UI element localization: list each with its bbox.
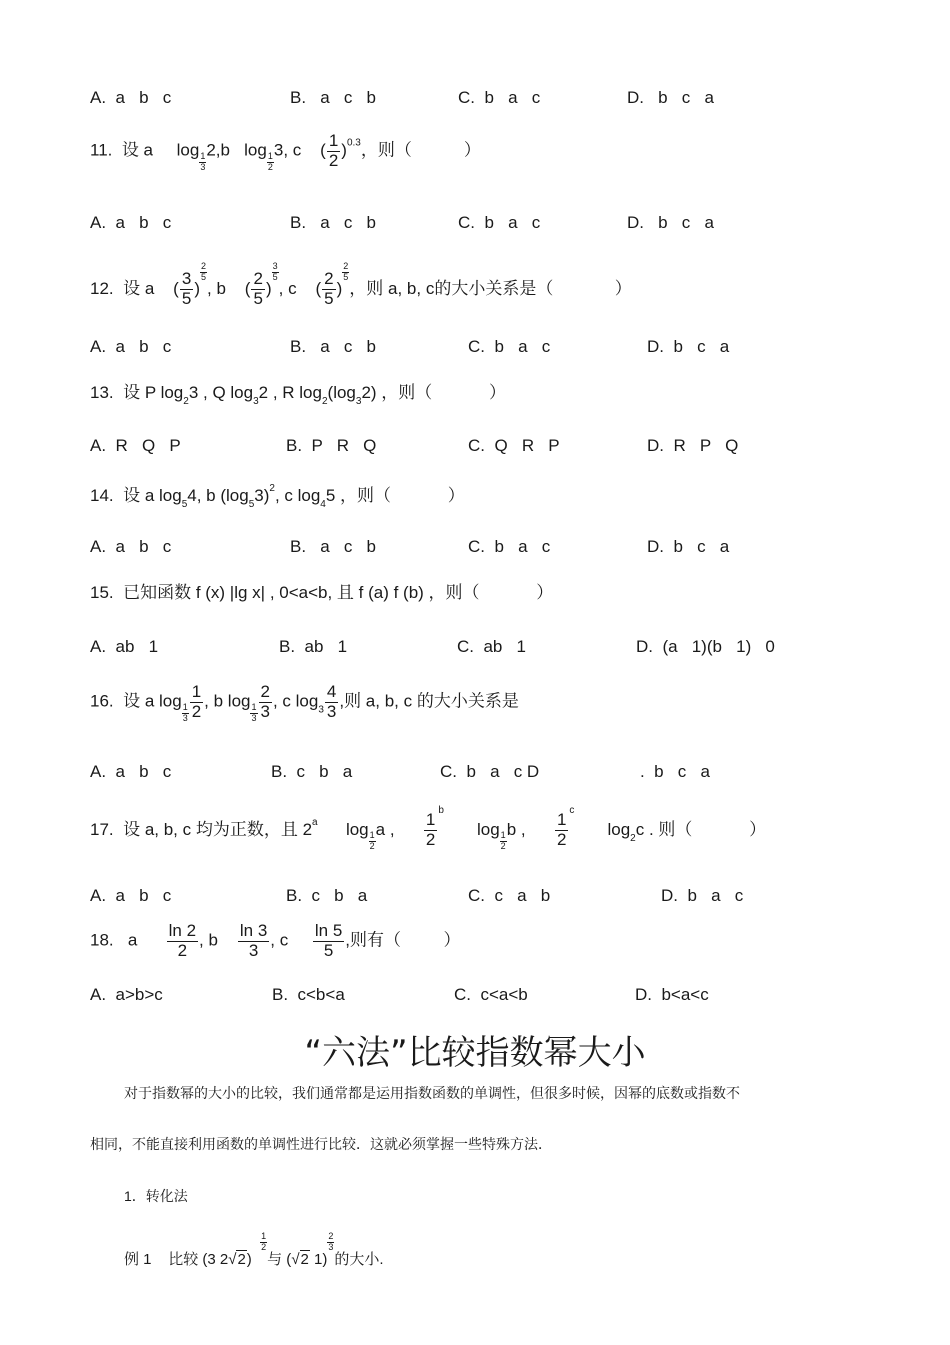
section-title: “六法”比较指数幂大小 — [304, 1033, 646, 1073]
question-text: (log — [327, 383, 356, 402]
log-base: 2 — [183, 396, 189, 407]
option-b: B. c b a — [271, 762, 353, 781]
intro-paragraph-line-1: 对于指数幂的大小的比较，我们通常都是运用指数函数的单调性，但很多时候，因幂的底数或指数不 — [124, 1085, 740, 1101]
question-14 — [90, 484, 465, 510]
option-d: . b c a — [640, 762, 710, 781]
question-text: 2 , R log — [258, 383, 322, 402]
example-1 — [124, 1232, 384, 1267]
question-number: 15. — [90, 583, 114, 602]
question-18 — [90, 922, 461, 960]
options-row-q16 — [90, 762, 910, 782]
question-text: 设 a log — [123, 486, 182, 505]
option-a: A. ab 1 — [90, 637, 159, 656]
exponent: $\frac{2}{5}$ — [200, 261, 206, 282]
fraction: $\frac{1}{2}$ — [191, 682, 202, 721]
option-c: C. b a c — [458, 213, 541, 232]
question-text: ） — [447, 486, 465, 505]
fraction: $\frac{\ln 2}{2}$ — [168, 921, 197, 960]
exponent: $\frac{1}{2}$ — [261, 1231, 267, 1252]
log-symbol: log — [176, 140, 200, 160]
exponent: $\frac{2}{5}$ — [343, 261, 349, 282]
option-b: B. P R Q — [286, 436, 377, 455]
question-text: 设 P log — [123, 383, 184, 402]
fraction: $\frac{\ln 5}{5}$ — [314, 921, 343, 960]
question-text: ） — [488, 383, 506, 402]
option-c: C. Q R P — [468, 436, 560, 455]
question-16 — [90, 683, 519, 724]
question-17 — [90, 806, 766, 852]
question-text: , c log — [272, 691, 319, 711]
example-text: 1) — [309, 1250, 328, 1268]
fraction: $\frac{2}{5}$ — [253, 269, 263, 308]
log-base: $\frac{1}{2}$ — [500, 830, 506, 851]
question-text: 5 ，则（ — [325, 486, 392, 505]
options-row-q13 — [90, 436, 910, 456]
question-text: ） — [614, 278, 632, 298]
fraction: $\frac{1}{2}$ — [425, 810, 436, 850]
option-d: D. b c a — [627, 88, 714, 107]
question-text: 设 a, b, c 均为正数，且 2 — [123, 820, 313, 839]
question-13 — [90, 384, 506, 407]
fraction: $\frac{3}{5}$ — [181, 269, 192, 308]
example-text: 的大小. — [334, 1250, 384, 1268]
log-base: 5 — [181, 499, 188, 510]
option-a: A. a b c — [90, 337, 172, 356]
log-base: 3 — [253, 396, 259, 407]
option-a: A. R Q P — [90, 436, 181, 455]
options-row-q18 — [90, 985, 910, 1005]
question-number: 12. — [90, 278, 114, 298]
fraction: $\frac{2}{3}$ — [260, 682, 270, 721]
log-base: $\frac{1}{3}$ — [251, 701, 257, 723]
log-symbol: log — [476, 820, 500, 839]
options-row-q14 — [90, 537, 910, 557]
sqrt-symbol: √2 — [228, 1250, 246, 1268]
sqrt-symbol: √2 — [291, 1250, 309, 1268]
question-number: 18. — [90, 930, 114, 950]
question-12: 12. 设 a ( $\frac{3}{5}$ ) $\frac{2}{5}$ , b ( $\frac{2}{5}$ ) $\frac{3}{5}$ , c ( $\frac{2}{5}$ ) $\frac{2}{5}$ ，则 a, b, c的大小关系是（ ） — [90, 261, 632, 308]
question-number: 11. — [90, 140, 113, 160]
question-text: b , — [506, 820, 526, 839]
exponent: 0.3 — [346, 137, 361, 149]
question-text: 3 , Q log — [188, 383, 254, 402]
log-base: $\frac{1}{2}$ — [369, 830, 375, 851]
fraction: $\frac{2}{5}$ — [324, 269, 334, 308]
question-text: 设 a — [123, 278, 155, 298]
option-c: C. b a c D — [440, 762, 540, 781]
question-text: 3) — [254, 486, 270, 505]
method-heading: 1．转化法 — [124, 1188, 188, 1204]
question-text: , b log — [204, 691, 251, 711]
question-text: ,则 a, b, c 的大小关系是 — [339, 691, 519, 711]
log-base: 3 — [355, 396, 362, 407]
options-row-q15 — [90, 637, 910, 657]
question-text: 2,b — [206, 140, 230, 160]
exponent: $\frac{3}{5}$ — [272, 261, 278, 282]
option-a: A. a b c — [90, 537, 172, 556]
option-d: D. b<a<c — [635, 985, 709, 1004]
option-d: D. b c a — [647, 337, 730, 356]
log-base: 5 — [248, 499, 255, 510]
intro-paragraph-line-2: 相同，不能直接利用函数的单调性进行比较．这就必须掌握一些特殊方法． — [90, 1136, 552, 1152]
option-c: C. b a c — [468, 537, 551, 556]
question-text: ，则（ — [360, 140, 412, 160]
log-base: 3 — [318, 704, 324, 716]
log-base: $\frac{1}{3}$ — [182, 701, 188, 723]
example-text: 与 ( — [267, 1250, 292, 1268]
question-text: ,则有（ — [345, 930, 402, 950]
options-row-q17 — [90, 886, 910, 906]
question-text: , c log — [274, 486, 321, 505]
question-number: 16. — [90, 691, 114, 711]
question-text: 设 a — [121, 140, 154, 160]
question-number: 13. — [90, 383, 114, 402]
log-symbol: log — [345, 820, 369, 839]
question-text: 设 a log — [123, 691, 182, 711]
option-a: A. a b c — [90, 213, 172, 232]
log-base: 2 — [630, 833, 636, 844]
question-text: ） — [443, 930, 461, 950]
option-d: D. b a c — [661, 886, 744, 905]
log-base: 4 — [320, 499, 326, 510]
question-text: 已知函数 f (x) |lg x| , 0<a<b, 且 f (a) f (b) ，则（ — [123, 583, 480, 602]
option-b: B. a c b — [290, 213, 376, 232]
question-text: ） — [536, 583, 554, 602]
question-15 — [90, 584, 553, 601]
fraction: $\frac{\ln 3}{3}$ — [239, 921, 268, 960]
option-a: A. a>b>c — [90, 985, 163, 1004]
question-text: c . 则（ — [635, 820, 693, 839]
log-symbol: log — [607, 820, 631, 839]
exponent: b — [438, 805, 444, 816]
example-text: ) — [246, 1250, 252, 1268]
question-text: , b — [199, 930, 218, 950]
option-b: B. a c b — [290, 537, 376, 556]
log-base: $\frac{1}{2}$ — [267, 150, 273, 172]
option-c: C. b a c — [458, 88, 541, 107]
option-d: D. b c a — [647, 537, 730, 556]
option-c: C. b a c — [468, 337, 551, 356]
options-row-q10 — [90, 88, 910, 108]
example-label: 例 1 — [124, 1250, 152, 1268]
log-base: $\frac{1}{3}$ — [200, 150, 206, 172]
question-number: 14. — [90, 486, 114, 505]
question-number: 17. — [90, 820, 114, 839]
question-11: 11. 设 a log $\frac{1}{3}$ 2,b log $\frac{1}{2}$ 3, c ( $\frac{1}{2}$ )$^{0.3}$，则（ ） — [90, 131, 481, 172]
option-c: C. c<a<b — [454, 985, 528, 1004]
exponent: a — [312, 817, 318, 828]
option-b: B. a c b — [290, 88, 376, 107]
example-text: 比较 (3 2 — [168, 1250, 229, 1268]
question-text: a — [127, 930, 138, 950]
exponent: 2 — [269, 483, 275, 494]
exponent: c — [569, 805, 575, 816]
options-row-q12 — [90, 337, 910, 357]
question-text: a , — [375, 820, 395, 839]
question-text: , c — [278, 278, 297, 298]
exponent: $\frac{2}{3}$ — [328, 1231, 334, 1252]
question-text: , b — [207, 278, 226, 298]
option-b: B. ab 1 — [279, 637, 348, 656]
option-c: C. ab 1 — [457, 637, 526, 656]
log-base: 2 — [321, 396, 328, 407]
question-text: ，则 a, b, c的大小关系是（ — [349, 278, 554, 298]
option-d: D. b c a — [627, 213, 714, 232]
log-symbol: log — [244, 140, 267, 160]
question-text: 3, c — [273, 140, 302, 160]
question-text: ） — [463, 140, 481, 160]
option-b: B. c<b<a — [272, 985, 345, 1004]
option-d: D. R P Q — [647, 436, 739, 455]
option-d: D. (a 1)(b 1) 0 — [636, 637, 775, 656]
option-a: A. a b c — [90, 88, 172, 107]
question-text: 4, b (log — [187, 486, 249, 505]
options-row-q11 — [90, 213, 910, 233]
option-b: B. a c b — [290, 337, 376, 356]
fraction: $\frac{4}{3}$ — [326, 682, 337, 721]
option-a: A. a b c — [90, 762, 172, 781]
option-b: B. c b a — [286, 886, 368, 905]
option-a: A. a b c — [90, 886, 172, 905]
fraction: $\frac{1}{2}$ — [556, 810, 567, 850]
question-text: ） — [749, 820, 767, 839]
fraction: $\frac{1}{2}$ — [328, 131, 339, 170]
question-text: 2) ，则（ — [361, 383, 433, 402]
question-text: , c — [270, 930, 289, 950]
option-c: C. c a b — [468, 886, 551, 905]
